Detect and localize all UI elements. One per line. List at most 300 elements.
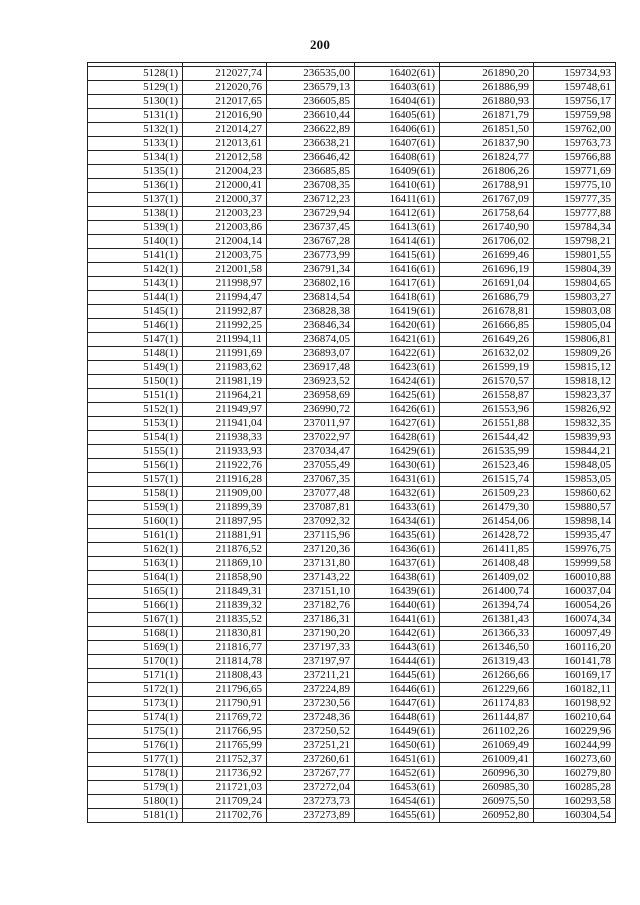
y-coordinate-cell: 160097,49 [534,627,616,641]
x-coordinate-cell: 261824,77 [440,151,534,165]
x-coordinate-cell: 260975,50 [440,795,534,809]
x-coordinate-cell: 211897,95 [183,515,267,529]
y-coordinate-cell: 160169,17 [534,669,616,683]
x-coordinate-cell: 260985,30 [440,781,534,795]
x-coordinate-cell: 212000,41 [183,179,267,193]
y-coordinate-cell: 159976,75 [534,543,616,557]
x-coordinate-cell: 261069,49 [440,739,534,753]
y-coordinate-cell: 236638,21 [267,137,355,151]
y-coordinate-cell: 160229,96 [534,725,616,739]
table-row [88,221,616,235]
table-row [88,445,616,459]
point-id-cell: 16422(61) [355,347,440,361]
y-coordinate-cell: 237211,21 [267,669,355,683]
table-row [88,655,616,669]
x-coordinate-cell: 261871,79 [440,109,534,123]
x-coordinate-cell: 261174,83 [440,697,534,711]
table-row [88,249,616,263]
point-id-cell: 5151(1) [88,389,183,403]
point-id-cell: 5148(1) [88,347,183,361]
x-coordinate-cell: 211881,91 [183,529,267,543]
table-row [88,417,616,431]
x-coordinate-cell: 261454,06 [440,515,534,529]
table-row [88,333,616,347]
x-coordinate-cell: 261740,90 [440,221,534,235]
y-coordinate-cell: 159798,21 [534,235,616,249]
y-coordinate-cell: 236814,54 [267,291,355,305]
y-coordinate-cell: 236846,34 [267,319,355,333]
point-id-cell: 16429(61) [355,445,440,459]
x-coordinate-cell: 212014,27 [183,123,267,137]
y-coordinate-cell: 237267,77 [267,767,355,781]
point-id-cell: 16440(61) [355,599,440,613]
table-row [88,753,616,767]
point-id-cell: 16439(61) [355,585,440,599]
y-coordinate-cell: 159839,93 [534,431,616,445]
y-coordinate-cell: 159756,17 [534,95,616,109]
y-coordinate-cell: 237115,96 [267,529,355,543]
table-row [88,403,616,417]
table-row [88,739,616,753]
x-coordinate-cell: 261767,09 [440,193,534,207]
y-coordinate-cell: 159898,14 [534,515,616,529]
y-coordinate-cell: 236923,52 [267,375,355,389]
y-coordinate-cell: 237011,97 [267,417,355,431]
y-coordinate-cell: 160037,04 [534,585,616,599]
y-coordinate-cell: 160198,92 [534,697,616,711]
x-coordinate-cell: 261009,41 [440,753,534,767]
y-coordinate-cell: 159815,12 [534,361,616,375]
point-id-cell: 16432(61) [355,487,440,501]
x-coordinate-cell: 212016,90 [183,109,267,123]
point-id-cell: 16408(61) [355,151,440,165]
y-coordinate-cell: 237197,33 [267,641,355,655]
x-coordinate-cell: 261558,87 [440,389,534,403]
x-coordinate-cell: 211938,33 [183,431,267,445]
table-row [88,95,616,109]
y-coordinate-cell: 237022,97 [267,431,355,445]
point-id-cell: 5174(1) [88,711,183,725]
x-coordinate-cell: 211816,77 [183,641,267,655]
y-coordinate-cell: 236708,35 [267,179,355,193]
x-coordinate-cell: 212003,86 [183,221,267,235]
y-coordinate-cell: 236990,72 [267,403,355,417]
y-coordinate-cell: 237190,20 [267,627,355,641]
point-id-cell: 16441(61) [355,613,440,627]
y-coordinate-cell: 237251,21 [267,739,355,753]
table-row [88,193,616,207]
point-id-cell: 5171(1) [88,669,183,683]
y-coordinate-cell: 159762,00 [534,123,616,137]
point-id-cell: 5162(1) [88,543,183,557]
y-coordinate-cell: 159766,88 [534,151,616,165]
point-id-cell: 16421(61) [355,333,440,347]
y-coordinate-cell: 236893,07 [267,347,355,361]
table-row [88,697,616,711]
point-id-cell: 5175(1) [88,725,183,739]
table-row [88,277,616,291]
x-coordinate-cell: 261229,66 [440,683,534,697]
x-coordinate-cell: 211702,76 [183,809,267,823]
point-id-cell: 16431(61) [355,473,440,487]
x-coordinate-cell: 261666,85 [440,319,534,333]
y-coordinate-cell: 159784,34 [534,221,616,235]
x-coordinate-cell: 261851,50 [440,123,534,137]
x-coordinate-cell: 211721,03 [183,781,267,795]
y-coordinate-cell: 237077,48 [267,487,355,501]
table-row [88,487,616,501]
x-coordinate-cell: 212013,61 [183,137,267,151]
y-coordinate-cell: 237092,32 [267,515,355,529]
y-coordinate-cell: 237143,22 [267,571,355,585]
table-row [88,809,616,823]
coordinates-table [87,62,616,823]
y-coordinate-cell: 159848,05 [534,459,616,473]
x-coordinate-cell: 261544,42 [440,431,534,445]
y-coordinate-cell: 236646,42 [267,151,355,165]
table-row [88,431,616,445]
y-coordinate-cell: 236729,94 [267,207,355,221]
point-id-cell: 5139(1) [88,221,183,235]
x-coordinate-cell: 261758,64 [440,207,534,221]
x-coordinate-cell: 261696,19 [440,263,534,277]
x-coordinate-cell: 261678,81 [440,305,534,319]
y-coordinate-cell: 237182,76 [267,599,355,613]
y-coordinate-cell: 236828,38 [267,305,355,319]
point-id-cell: 16419(61) [355,305,440,319]
table-row [88,291,616,305]
x-coordinate-cell: 212000,37 [183,193,267,207]
y-coordinate-cell: 159806,81 [534,333,616,347]
x-coordinate-cell: 261553,96 [440,403,534,417]
y-coordinate-cell: 160273,60 [534,753,616,767]
x-coordinate-cell: 261319,43 [440,655,534,669]
x-coordinate-cell: 211899,39 [183,501,267,515]
point-id-cell: 16407(61) [355,137,440,151]
point-id-cell: 5146(1) [88,319,183,333]
table-row [88,123,616,137]
y-coordinate-cell: 159777,88 [534,207,616,221]
point-id-cell: 5152(1) [88,403,183,417]
point-id-cell: 16443(61) [355,641,440,655]
x-coordinate-cell: 211964,21 [183,389,267,403]
table-row [88,151,616,165]
point-id-cell: 16444(61) [355,655,440,669]
x-coordinate-cell: 212017,65 [183,95,267,109]
point-id-cell: 16442(61) [355,627,440,641]
x-coordinate-cell: 211876,52 [183,543,267,557]
table-row [88,529,616,543]
y-coordinate-cell: 160054,26 [534,599,616,613]
point-id-cell: 16402(61) [355,67,440,81]
table-row [88,725,616,739]
table-row [88,81,616,95]
x-coordinate-cell: 212004,23 [183,165,267,179]
y-coordinate-cell: 159853,05 [534,473,616,487]
point-id-cell: 5135(1) [88,165,183,179]
x-coordinate-cell: 211949,97 [183,403,267,417]
point-id-cell: 5166(1) [88,599,183,613]
point-id-cell: 5140(1) [88,235,183,249]
table-row [88,459,616,473]
x-coordinate-cell: 211916,28 [183,473,267,487]
point-id-cell: 16425(61) [355,389,440,403]
table-row [88,515,616,529]
table-row [88,585,616,599]
y-coordinate-cell: 159880,57 [534,501,616,515]
x-coordinate-cell: 211994,47 [183,291,267,305]
point-id-cell: 5133(1) [88,137,183,151]
point-id-cell: 5170(1) [88,655,183,669]
y-coordinate-cell: 159759,98 [534,109,616,123]
x-coordinate-cell: 211808,43 [183,669,267,683]
point-id-cell: 5165(1) [88,585,183,599]
y-coordinate-cell: 236737,45 [267,221,355,235]
point-id-cell: 5161(1) [88,529,183,543]
point-id-cell: 5168(1) [88,627,183,641]
x-coordinate-cell: 211869,10 [183,557,267,571]
point-id-cell: 5169(1) [88,641,183,655]
x-coordinate-cell: 261394,74 [440,599,534,613]
table-row [88,165,616,179]
point-id-cell: 16448(61) [355,711,440,725]
table-row [88,137,616,151]
x-coordinate-cell: 261366,33 [440,627,534,641]
y-coordinate-cell: 237224,89 [267,683,355,697]
y-coordinate-cell: 237131,80 [267,557,355,571]
point-id-cell: 5159(1) [88,501,183,515]
table-row [88,347,616,361]
x-coordinate-cell: 211769,72 [183,711,267,725]
point-id-cell: 16411(61) [355,193,440,207]
point-id-cell: 16434(61) [355,515,440,529]
x-coordinate-cell: 261346,50 [440,641,534,655]
y-coordinate-cell: 159771,69 [534,165,616,179]
x-coordinate-cell: 261266,66 [440,669,534,683]
point-id-cell: 5163(1) [88,557,183,571]
x-coordinate-cell: 261400,74 [440,585,534,599]
y-coordinate-cell: 159823,37 [534,389,616,403]
y-coordinate-cell: 160010,88 [534,571,616,585]
x-coordinate-cell: 261381,43 [440,613,534,627]
point-id-cell: 16417(61) [355,277,440,291]
point-id-cell: 16405(61) [355,109,440,123]
point-id-cell: 16435(61) [355,529,440,543]
x-coordinate-cell: 261890,20 [440,67,534,81]
point-id-cell: 16426(61) [355,403,440,417]
y-coordinate-cell: 237186,31 [267,613,355,627]
y-coordinate-cell: 159748,61 [534,81,616,95]
x-coordinate-cell: 261686,79 [440,291,534,305]
y-coordinate-cell: 236917,48 [267,361,355,375]
y-coordinate-cell: 237120,36 [267,543,355,557]
table-row [88,179,616,193]
y-coordinate-cell: 236535,00 [267,67,355,81]
table-row [88,207,616,221]
x-coordinate-cell: 261411,85 [440,543,534,557]
x-coordinate-cell: 211830,81 [183,627,267,641]
x-coordinate-cell: 261649,26 [440,333,534,347]
y-coordinate-cell: 160116,20 [534,641,616,655]
y-coordinate-cell: 160279,80 [534,767,616,781]
point-id-cell: 5130(1) [88,95,183,109]
x-coordinate-cell: 261706,02 [440,235,534,249]
x-coordinate-cell: 212012,58 [183,151,267,165]
y-coordinate-cell: 159805,04 [534,319,616,333]
table-row [88,319,616,333]
x-coordinate-cell: 212003,23 [183,207,267,221]
point-id-cell: 16424(61) [355,375,440,389]
coordinates-table-body [88,63,616,823]
page-number: 200 [309,37,331,52]
point-id-cell: 5134(1) [88,151,183,165]
table-row [88,473,616,487]
y-coordinate-cell: 237197,97 [267,655,355,669]
point-id-cell: 16437(61) [355,557,440,571]
point-id-cell: 16418(61) [355,291,440,305]
y-coordinate-cell: 237230,56 [267,697,355,711]
point-id-cell: 16455(61) [355,809,440,823]
x-coordinate-cell: 211933,93 [183,445,267,459]
x-coordinate-cell: 211991,69 [183,347,267,361]
x-coordinate-cell: 211992,87 [183,305,267,319]
x-coordinate-cell: 211839,32 [183,599,267,613]
y-coordinate-cell: 159860,62 [534,487,616,501]
x-coordinate-cell: 211941,04 [183,417,267,431]
y-coordinate-cell: 236958,69 [267,389,355,403]
x-coordinate-cell: 211849,31 [183,585,267,599]
x-coordinate-cell: 261535,99 [440,445,534,459]
x-coordinate-cell: 211909,00 [183,487,267,501]
point-id-cell: 16416(61) [355,263,440,277]
point-id-cell: 5142(1) [88,263,183,277]
y-coordinate-cell: 160293,58 [534,795,616,809]
table-row [88,627,616,641]
y-coordinate-cell: 236802,16 [267,277,355,291]
point-id-cell: 16410(61) [355,179,440,193]
point-id-cell: 5131(1) [88,109,183,123]
x-coordinate-cell: 212001,58 [183,263,267,277]
point-id-cell: 16413(61) [355,221,440,235]
x-coordinate-cell: 211981,19 [183,375,267,389]
y-coordinate-cell: 159801,55 [534,249,616,263]
y-coordinate-cell: 236605,85 [267,95,355,109]
point-id-cell: 5144(1) [88,291,183,305]
x-coordinate-cell: 211835,52 [183,613,267,627]
y-coordinate-cell: 159763,73 [534,137,616,151]
x-coordinate-cell: 261599,19 [440,361,534,375]
point-id-cell: 5178(1) [88,767,183,781]
point-id-cell: 16412(61) [355,207,440,221]
y-coordinate-cell: 237034,47 [267,445,355,459]
y-coordinate-cell: 236773,99 [267,249,355,263]
y-coordinate-cell: 159803,08 [534,305,616,319]
y-coordinate-cell: 237151,10 [267,585,355,599]
table-row [88,767,616,781]
x-coordinate-cell: 211736,92 [183,767,267,781]
x-coordinate-cell: 211922,76 [183,459,267,473]
table-row [88,683,616,697]
y-coordinate-cell: 160244,99 [534,739,616,753]
x-coordinate-cell: 261691,04 [440,277,534,291]
y-coordinate-cell: 237272,04 [267,781,355,795]
x-coordinate-cell: 261837,90 [440,137,534,151]
y-coordinate-cell: 159935,47 [534,529,616,543]
y-coordinate-cell: 159804,39 [534,263,616,277]
table-row [88,641,616,655]
y-coordinate-cell: 237087,81 [267,501,355,515]
table-row [88,557,616,571]
point-id-cell: 5173(1) [88,697,183,711]
x-coordinate-cell: 261144,87 [440,711,534,725]
x-coordinate-cell: 261806,26 [440,165,534,179]
point-id-cell: 16451(61) [355,753,440,767]
y-coordinate-cell: 159734,93 [534,67,616,81]
y-coordinate-cell: 160210,64 [534,711,616,725]
point-id-cell: 5147(1) [88,333,183,347]
point-id-cell: 16415(61) [355,249,440,263]
point-id-cell: 5180(1) [88,795,183,809]
point-id-cell: 16454(61) [355,795,440,809]
table-row [88,67,616,81]
x-coordinate-cell: 211998,97 [183,277,267,291]
y-coordinate-cell: 159826,92 [534,403,616,417]
x-coordinate-cell: 211992,25 [183,319,267,333]
y-coordinate-cell: 237055,49 [267,459,355,473]
point-id-cell: 5157(1) [88,473,183,487]
table-row [88,711,616,725]
point-id-cell: 5132(1) [88,123,183,137]
x-coordinate-cell: 211814,78 [183,655,267,669]
y-coordinate-cell: 236579,13 [267,81,355,95]
table-row [88,599,616,613]
x-coordinate-cell: 211858,90 [183,571,267,585]
point-id-cell: 5177(1) [88,753,183,767]
point-id-cell: 16427(61) [355,417,440,431]
point-id-cell: 16447(61) [355,697,440,711]
table-row [88,571,616,585]
x-coordinate-cell: 261699,46 [440,249,534,263]
point-id-cell: 5160(1) [88,515,183,529]
y-coordinate-cell: 159809,26 [534,347,616,361]
point-id-cell: 16406(61) [355,123,440,137]
point-id-cell: 16403(61) [355,81,440,95]
x-coordinate-cell: 261509,23 [440,487,534,501]
point-id-cell: 5138(1) [88,207,183,221]
point-id-cell: 5137(1) [88,193,183,207]
x-coordinate-cell: 260952,80 [440,809,534,823]
point-id-cell: 16414(61) [355,235,440,249]
y-coordinate-cell: 160074,34 [534,613,616,627]
table-row [88,235,616,249]
point-id-cell: 5149(1) [88,361,183,375]
table-row [88,781,616,795]
y-coordinate-cell: 237248,36 [267,711,355,725]
table-row [88,389,616,403]
y-coordinate-cell: 237273,73 [267,795,355,809]
point-id-cell: 5154(1) [88,431,183,445]
x-coordinate-cell: 261515,74 [440,473,534,487]
point-id-cell: 5136(1) [88,179,183,193]
y-coordinate-cell: 160285,28 [534,781,616,795]
y-coordinate-cell: 160304,54 [534,809,616,823]
table-row [88,263,616,277]
point-id-cell: 16450(61) [355,739,440,753]
point-id-cell: 5129(1) [88,81,183,95]
point-id-cell: 16430(61) [355,459,440,473]
point-id-cell: 16409(61) [355,165,440,179]
point-id-cell: 16404(61) [355,95,440,109]
